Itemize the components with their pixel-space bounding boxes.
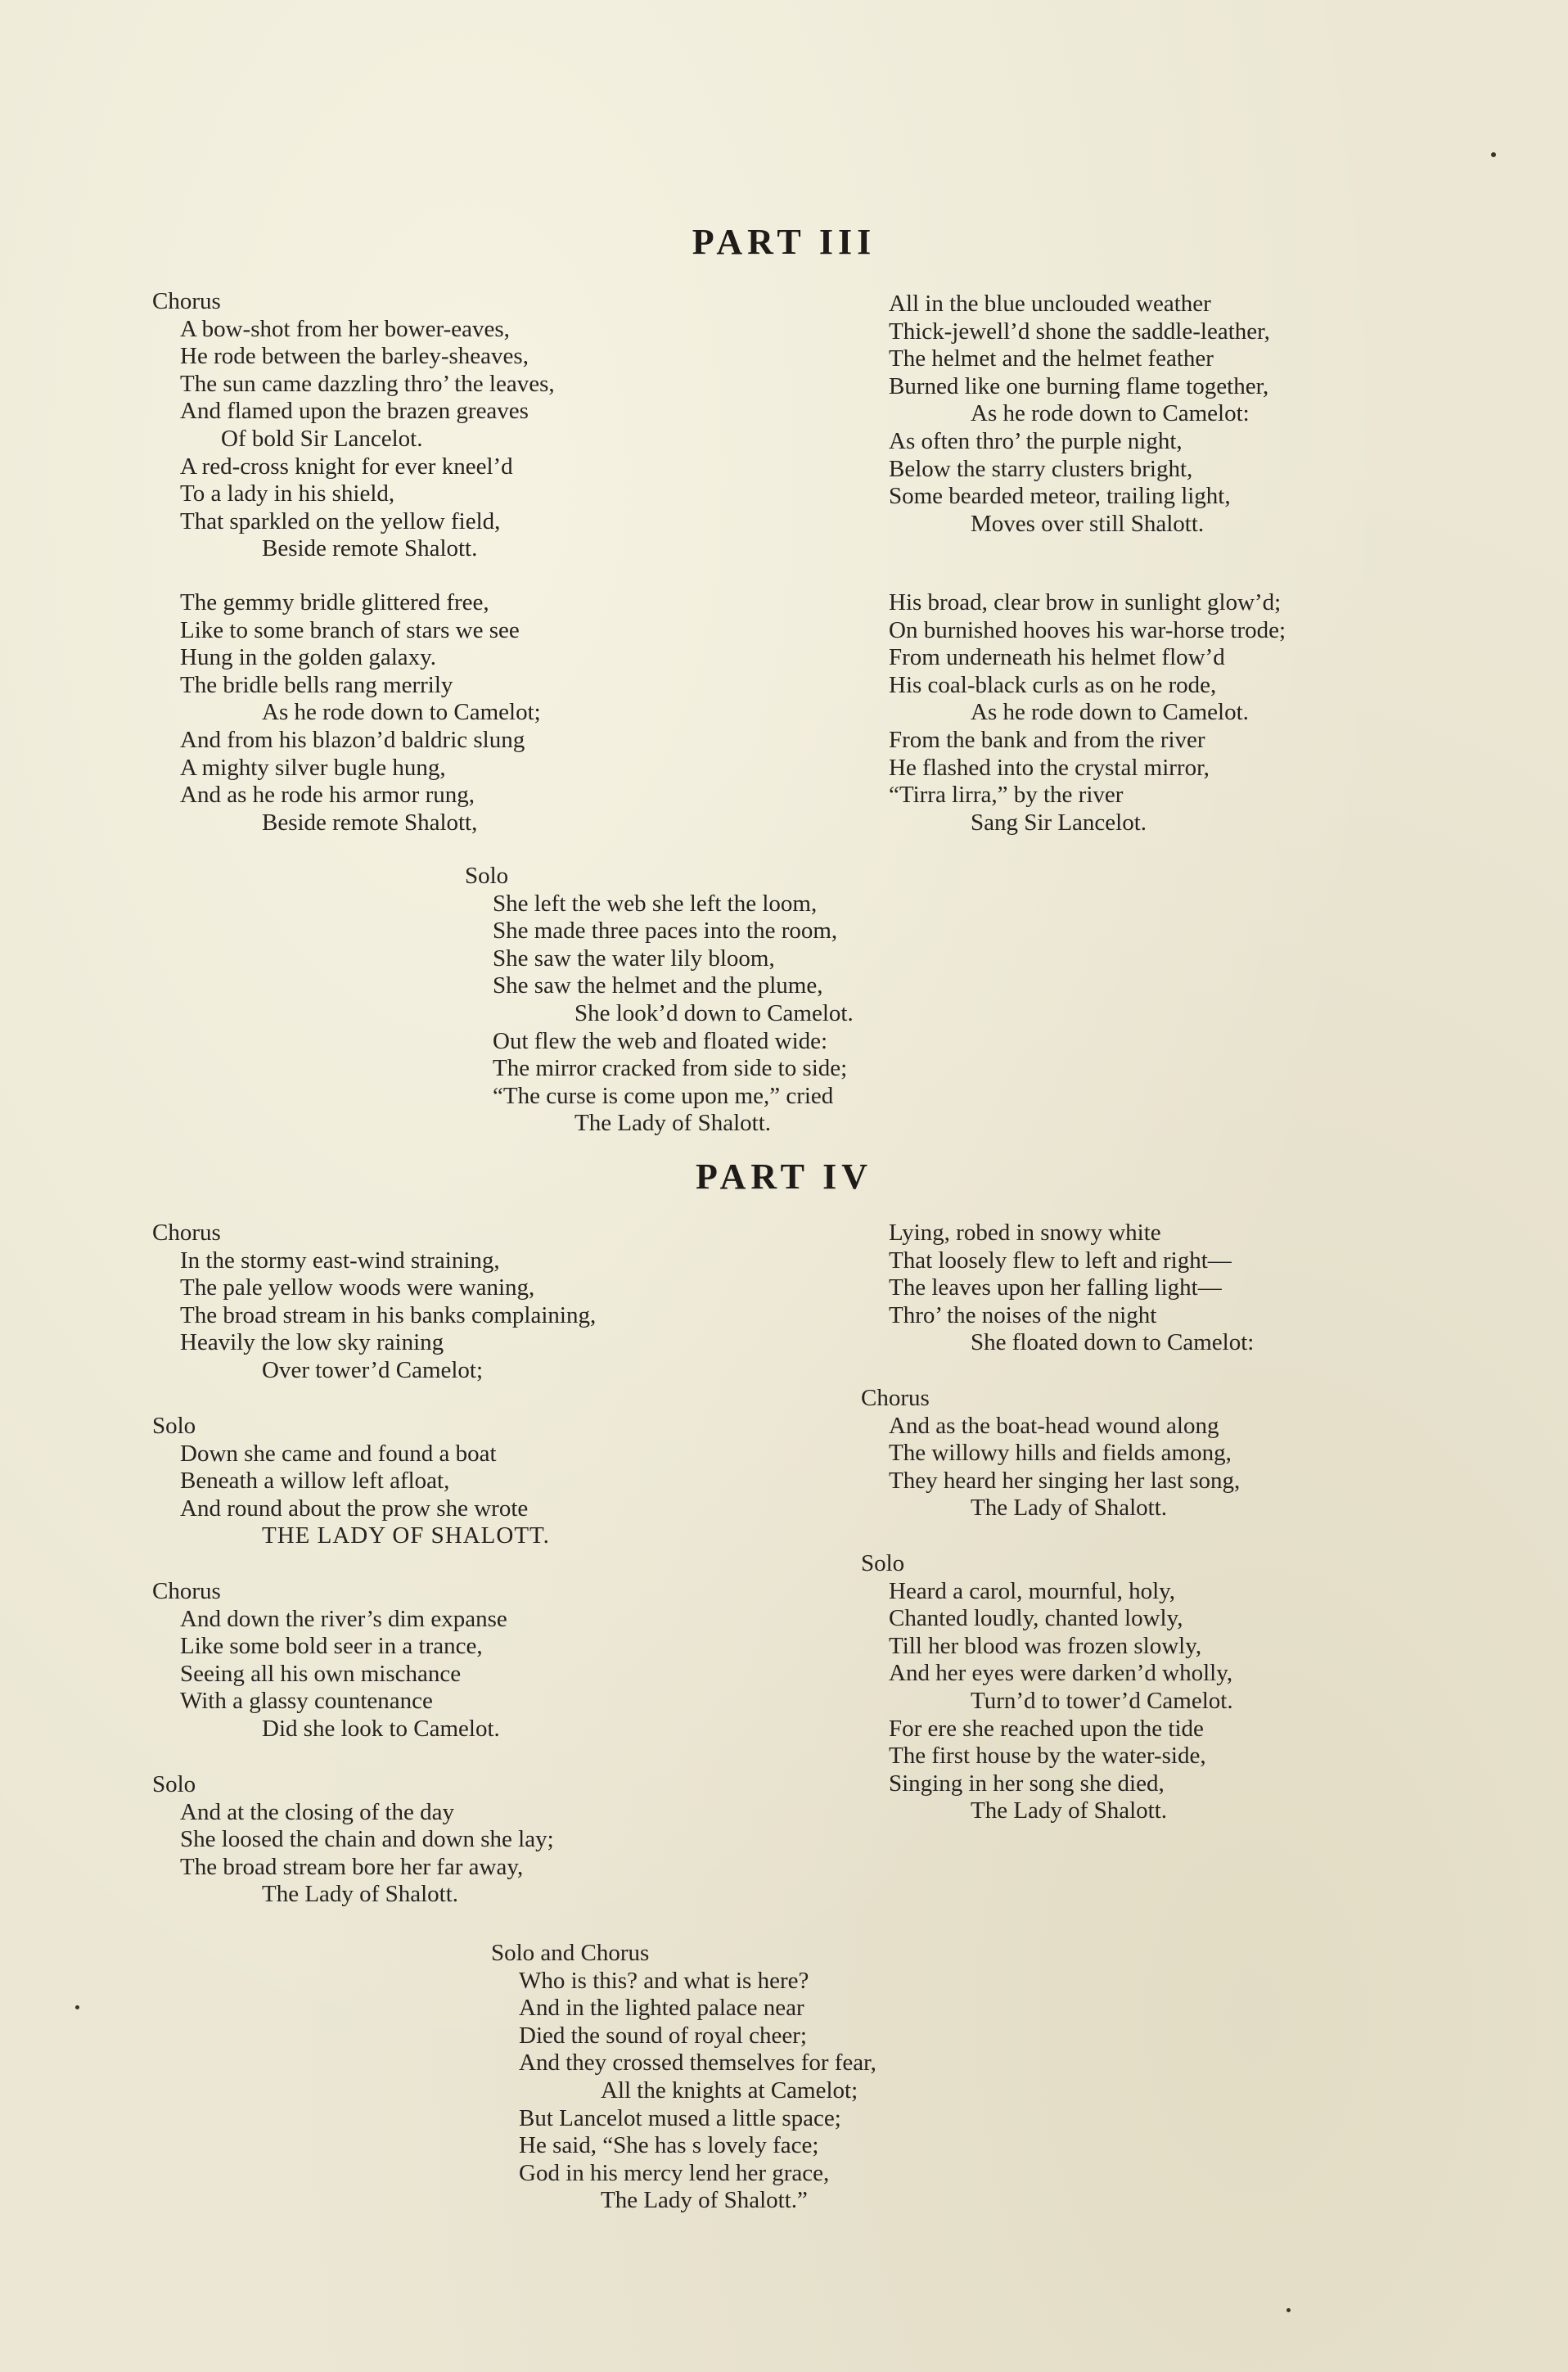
verse-line: And round about the prow she wrote	[180, 1495, 529, 1522]
verse-line: The pale yellow woods were waning,	[180, 1274, 535, 1301]
verse-line: A bow-shot from her bower-eaves,	[180, 315, 510, 342]
section-label: Chorus	[152, 288, 221, 314]
verse-line: Did she look to Camelot.	[262, 1715, 500, 1742]
section-label: Solo	[152, 1413, 196, 1439]
verse-line: She made three paces into the room,	[493, 918, 838, 945]
verse-line: Lying, robed in snowy white	[889, 1220, 1161, 1246]
verse-line: Till her blood was frozen slowly,	[889, 1632, 1202, 1659]
verse-line: Died the sound of royal cheer;	[519, 2022, 807, 2049]
part-three-chorus-left-stanza-2	[152, 589, 541, 837]
paper-speck	[75, 2005, 79, 2009]
verse-line: They heard her singing her last song,	[889, 1467, 1241, 1494]
verse-line: And as he rode his armor rung,	[180, 782, 475, 809]
part-four-chorus-3	[861, 1385, 1240, 1522]
part-three-chorus-left-stanza-1	[152, 288, 555, 563]
verse-line: A mighty silver bugle hung,	[180, 754, 446, 781]
verse-line: As often thro’ the purple night,	[889, 427, 1183, 454]
verse-line: Below the starry clusters bright,	[889, 455, 1193, 482]
verse-line: Heavily the low sky raining	[180, 1329, 444, 1356]
verse-line: His broad, clear brow in sunlight glow’d;	[889, 589, 1282, 616]
verse-line: His coal-black curls as on he rode,	[889, 671, 1217, 698]
part-four-solo-3	[861, 1550, 1233, 1825]
verse-line: She saw the helmet and the plume,	[493, 972, 823, 999]
section-label: Chorus	[861, 1385, 930, 1411]
part-four-solo-2	[152, 1771, 554, 1909]
verse-line: The Lady of Shalott.	[971, 1495, 1168, 1522]
verse-line: Over tower’d Camelot;	[262, 1356, 484, 1383]
verse-line: Like some bold seer in a trance,	[180, 1633, 483, 1660]
verse-line: A red-cross knight for ever kneel’d	[180, 453, 513, 480]
verse-line: Seeing all his own mischance	[180, 1660, 462, 1687]
verse-line: THE LADY OF SHALOTT.	[262, 1522, 550, 1549]
verse-line: For ere she reached upon the tide	[889, 1715, 1204, 1742]
verse-line: Like to some branch of stars we see	[180, 616, 520, 643]
verse-line: Sang Sir Lancelot.	[971, 809, 1147, 836]
verse-line: All the knights at Camelot;	[601, 2077, 858, 2104]
part-four-solo-1	[152, 1413, 550, 1550]
verse-line: She loosed the chain and down she lay;	[180, 1826, 554, 1853]
verse-line: Out flew the web and floated wide:	[493, 1027, 828, 1054]
verse-line: Chanted loudly, chanted lowly,	[889, 1605, 1183, 1632]
verse-line: To a lady in his shield,	[180, 480, 395, 507]
verse-line: He said, “She has s lovely face;	[519, 2132, 819, 2159]
verse-line: Thick-jewell’d shone the saddle-leather,	[889, 318, 1270, 345]
verse-line: And her eyes were darken’d wholly,	[889, 1660, 1233, 1687]
verse-line: And at the closing of the day	[180, 1798, 455, 1825]
verse-line: That sparkled on the yellow field,	[180, 507, 501, 534]
verse-line: As he rode down to Camelot.	[971, 699, 1249, 726]
verse-line: The bridle bells rang merrily	[180, 671, 453, 698]
verse-line: Beside remote Shalott,	[262, 809, 478, 836]
verse-line: But Lancelot mused a little space;	[519, 2104, 841, 2131]
verse-line: And they crossed themselves for fear,	[519, 2050, 876, 2077]
part-four-chorus-1	[152, 1220, 596, 1385]
verse-line: She saw the water lily bloom,	[493, 945, 775, 972]
verse-line: Beneath a willow left afloat,	[180, 1468, 450, 1495]
verse-line: Thro’ the noises of the night	[889, 1301, 1157, 1328]
verse-line: Turn’d to tower’d Camelot.	[971, 1687, 1233, 1714]
verse-line: Beside remote Shalott.	[262, 535, 478, 562]
verse-line: She floated down to Camelot:	[971, 1329, 1255, 1356]
verse-line: The Lady of Shalott.	[262, 1881, 459, 1908]
verse-line: Of bold Sir Lancelot.	[221, 425, 423, 452]
verse-line: That loosely flew to left and right—	[889, 1247, 1232, 1274]
verse-line: The first house by the water-side,	[889, 1743, 1206, 1770]
verse-line: The gemmy bridle glittered free,	[180, 589, 489, 616]
verse-line: He flashed into the crystal mirror,	[889, 754, 1210, 781]
paper-speck	[1286, 2308, 1291, 2312]
verse-line: “The curse is come upon me,” cried	[493, 1082, 834, 1109]
part-four-right-stanza-1	[861, 1220, 1254, 1357]
section-label: Chorus	[152, 1578, 221, 1604]
verse-line: The helmet and the helmet feather	[889, 345, 1214, 372]
paper-speck	[1491, 152, 1496, 157]
part-three-right-stanza-2	[861, 589, 1286, 837]
verse-line: From underneath his helmet flow’d	[889, 644, 1225, 671]
verse-line: The leaves upon her falling light—	[889, 1274, 1222, 1301]
verse-line: On burnished hooves his war-horse trode;	[889, 616, 1286, 643]
verse-line: The broad stream bore her far away,	[180, 1853, 524, 1880]
verse-line: God in his mercy lend her grace,	[519, 2159, 830, 2186]
verse-line: The Lady of Shalott.	[574, 1110, 772, 1137]
verse-line: Moves over still Shalott.	[971, 510, 1205, 537]
verse-line: The sun came dazzling thro’ the leaves,	[180, 370, 555, 397]
section-label: Solo	[152, 1771, 196, 1797]
verse-line: And down the river’s dim expanse	[180, 1605, 507, 1632]
verse-line: “Tirra lirra,” by the river	[889, 782, 1124, 809]
section-label: Solo	[861, 1550, 905, 1576]
verse-line: And as the boat-head wound along	[889, 1412, 1219, 1439]
section-label: Solo	[465, 863, 509, 889]
verse-line: And in the lighted palace near	[519, 1995, 804, 2022]
verse-line: From the bank and from the river	[889, 726, 1205, 753]
verse-line: Some bearded meteor, trailing light,	[889, 483, 1231, 510]
verse-line: Down she came and found a boat	[180, 1440, 497, 1467]
verse-line: In the stormy east-wind straining,	[180, 1247, 500, 1274]
verse-line: With a glassy countenance	[180, 1688, 433, 1715]
verse-line: The broad stream in his banks complaining,	[180, 1301, 597, 1328]
verse-line: The mirror cracked from side to side;	[493, 1055, 848, 1082]
verse-line: The Lady of Shalott.”	[601, 2187, 808, 2214]
section-label: Chorus	[152, 1220, 221, 1246]
verse-line: She left the web she left the loom,	[493, 890, 818, 917]
part-four-chorus-2	[152, 1578, 507, 1743]
verse-line: Hung in the golden galaxy.	[180, 644, 437, 671]
part-three-right-stanza-1	[861, 291, 1270, 538]
verse-line: As he rode down to Camelot:	[971, 400, 1250, 427]
verse-line: Singing in her song she died,	[889, 1770, 1165, 1797]
verse-line: The Lady of Shalott.	[971, 1797, 1168, 1824]
verse-line: And flamed upon the brazen greaves	[180, 398, 529, 425]
verse-line: Who is this? and what is here?	[519, 1967, 809, 1994]
part-three-solo	[465, 863, 854, 1138]
verse-line: He rode between the barley-sheaves,	[180, 343, 529, 370]
verse-line: As he rode down to Camelot;	[262, 699, 541, 726]
verse-line: All in the blue unclouded weather	[889, 291, 1211, 317]
verse-line: Heard a carol, mournful, holy,	[889, 1577, 1176, 1604]
part-three-heading: PART III	[692, 222, 876, 262]
verse-line: She look’d down to Camelot.	[574, 999, 854, 1026]
part-four-finale	[491, 1940, 876, 2215]
section-label: Solo and Chorus	[491, 1940, 650, 1966]
verse-line: Burned like one burning flame together,	[889, 372, 1269, 399]
part-four-heading: PART IV	[695, 1157, 873, 1197]
verse-line: The willowy hills and fields among,	[889, 1440, 1232, 1467]
verse-line: And from his blazon’d baldric slung	[180, 726, 525, 753]
